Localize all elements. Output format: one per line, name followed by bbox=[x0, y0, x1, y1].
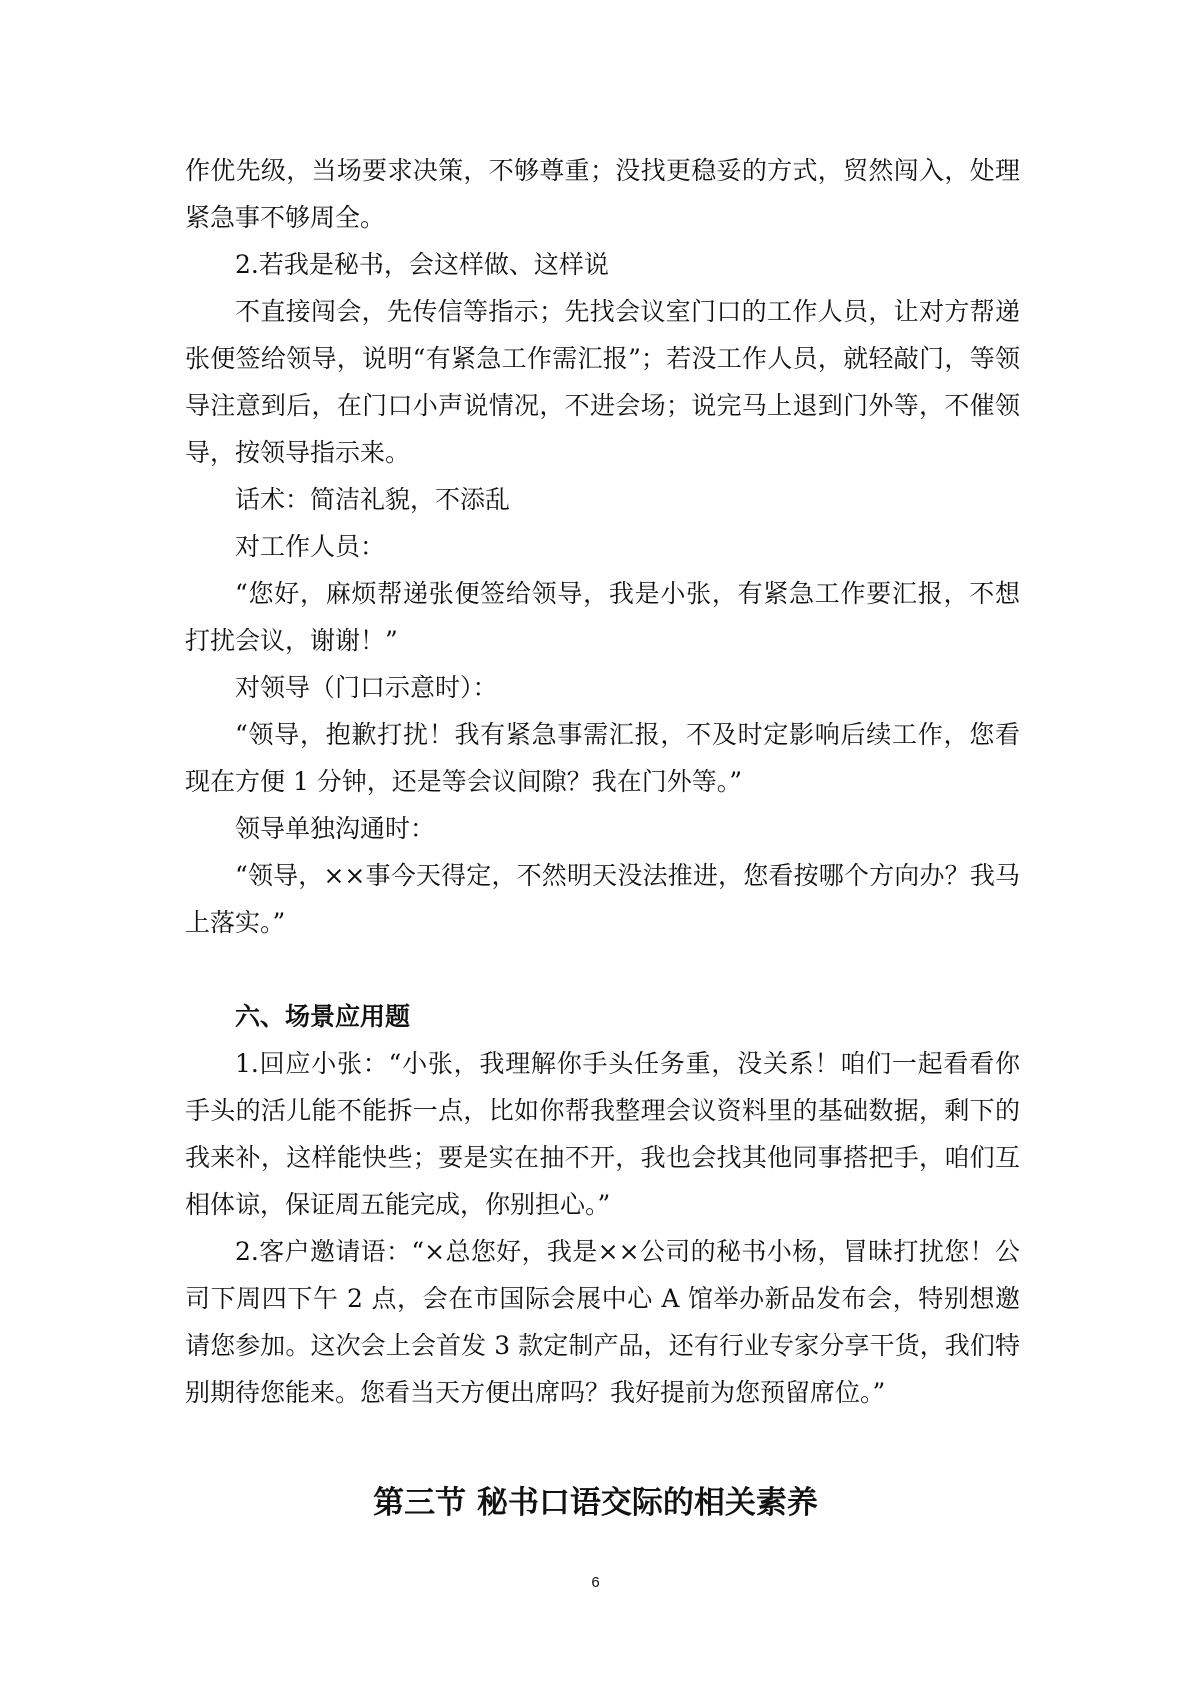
paragraph: 领导单独沟通时： bbox=[235, 814, 436, 843]
page-number: 6 bbox=[591, 1574, 600, 1591]
answer-block-part1 bbox=[185, 147, 1020, 946]
paragraph: “领导，××事今天得定，不然明天没法推进，您看按哪个方向办？我马上落实。” bbox=[185, 861, 1020, 937]
paragraph: 2.客户邀请语：“×总您好，我是××公司的秘书小杨，冒昧打扰您！公司下周四下午 2 点，会在市国际会展中心 A 馆举办新品发布会，特别想邀请您参加。这次会上会首发 3 款定制产品，还有行业专家分享干货，我们特别期待您能来。您看当天方便出席吗？我好提前为您预留席位。” bbox=[185, 1237, 1020, 1407]
section-heading: 六、场景应用题 bbox=[235, 1002, 411, 1031]
paragraph: 不直接闯会，先传信等指示；先找会议室门口的工作人员，让对方帮递张便签给领导，说明“有紧急工作需汇报”；若没工作人员，就轻敲门，等领导注意到后，在门口小声说情况，不进会场；说完马上退到门外等，不催领导，按领导指示来。 bbox=[185, 297, 1020, 467]
answer-block-part2 bbox=[185, 1040, 1020, 1416]
paragraph: 1.回应小张：“小张，我理解你手头任务重，没关系！咱们一起看看你手头的活儿能不能拆一点，比如你帮我整理会议资料里的基础数据，剩下的我来补，这样能快些；要是实在抽不开，我也会找其他同事搭把手，咱们互相体谅，保证周五能完成，你别担心。” bbox=[185, 1049, 1020, 1219]
paragraph-gap bbox=[185, 946, 1020, 993]
page-body bbox=[185, 147, 1020, 1416]
paragraph: 作优先级，当场要求决策，不够尊重；没找更稳妥的方式，贸然闯入，处理紧急事不够周全。 bbox=[185, 156, 1020, 232]
paragraph: 对工作人员： bbox=[235, 532, 386, 561]
chapter-title: 第三节 秘书口语交际的相关素养 bbox=[373, 1485, 818, 1521]
paragraph: 对领导（门口示意时）： bbox=[235, 673, 498, 702]
paragraph: 2.若我是秘书，会这样做、这样说 bbox=[235, 250, 609, 279]
paragraph: 话术：简洁礼貌，不添乱 bbox=[235, 485, 511, 514]
paragraph: “领导，抱歉打扰！我有紧急事需汇报，不及时定影响后续工作，您看现在方便 1 分钟，还是等会议间隙？我在门外等。” bbox=[185, 720, 1020, 796]
paragraph: “您好，麻烦帮递张便签给领导，我是小张，有紧急工作要汇报，不想打扰会议，谢谢！” bbox=[185, 579, 1020, 655]
